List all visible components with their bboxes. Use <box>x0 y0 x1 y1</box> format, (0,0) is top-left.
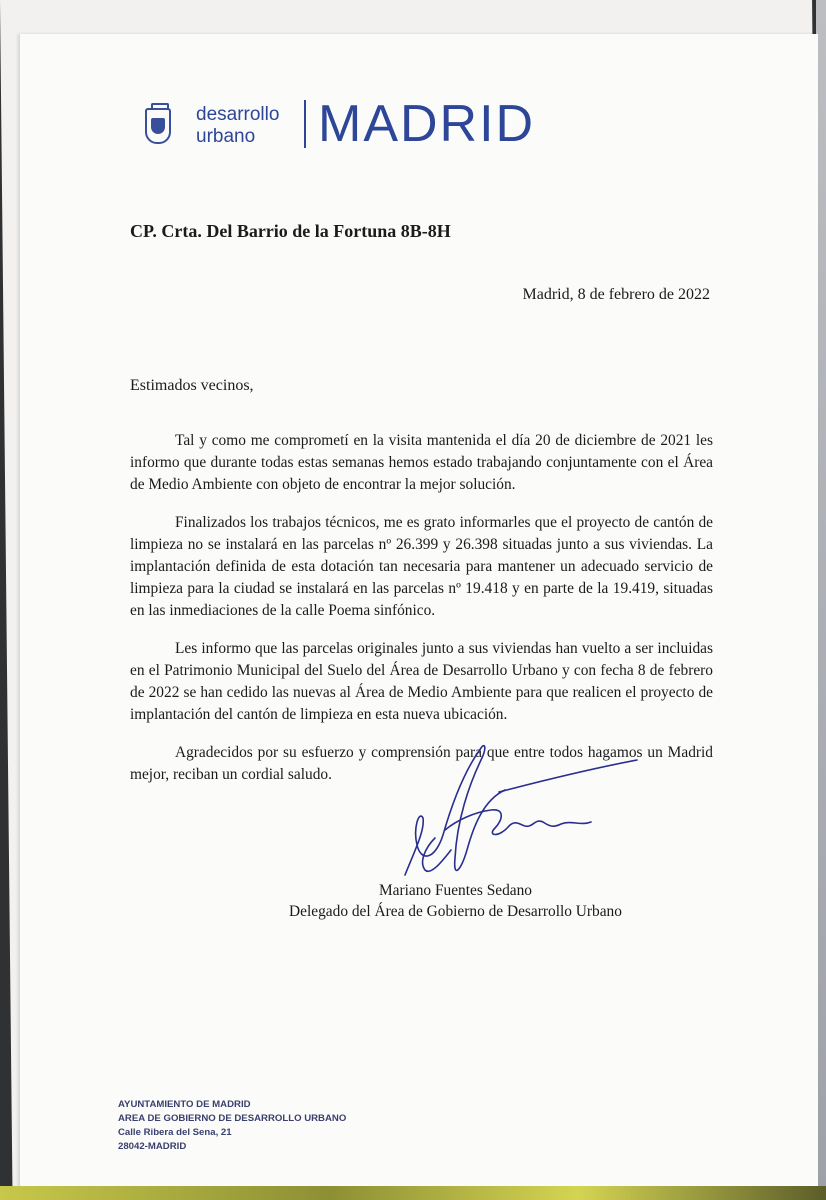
footer-line: AYUNTAMIENTO DE MADRID <box>118 1099 251 1110</box>
body-paragraph: Les informo que las parcelas originales junto a sus viviendas han vuelto a ser incluidas en el Patrimonio Municipal del Suelo del Área de Desarrollo Urbano y con fecha 8 de febrero de 2022 se han cedido las nuevas al Área de Medio Ambiente para que realicen el proyecto de implantación del cantón de limpieza en esta nueva ubicación. <box>130 640 713 723</box>
body-paragraph: Finalizados los trabajos técnicos, me es grato informarles que el proyecto de cantón de limpieza no se instalará en las parcelas nº 26.399 y 26.398 situadas junto a sus viviendas. La implantación definida de esta dotación tan necesaria para mantener un adecuado servicio de limpieza para la ciudad se instalará en las parcelas nº 19.418 y en parte de la 19.419, situadas en las inmediaciones de la calle Poema sinfónico. <box>130 514 713 619</box>
footer-line: 28042-MADRID <box>118 1141 187 1152</box>
letter-date: Madrid, 8 de febrero de 2022 <box>522 286 710 303</box>
letterhead-city: MADRID <box>318 95 536 153</box>
signer-name: Mariano Fuentes Sedano <box>378 882 533 899</box>
footer-line: Calle Ribera del Sena, 21 <box>118 1127 232 1138</box>
handwritten-signature <box>395 740 695 900</box>
letterhead-department <box>196 104 306 148</box>
body-paragraph: Agradecidos por su esfuerzo y comprensión para que entre todos hagamos un Madrid mejor, reciban un cordial saludo. <box>130 744 713 783</box>
body-paragraph: Tal y como me comprometí en la visita mantenida el día 20 de diciembre de 2021 les informo que durante todas estas semanas hemos estado trabajando conjuntamente con el Área de Medio Ambiente con objeto de encontrar la mejor solución. <box>130 432 713 493</box>
letterhead-line1: desarrollo <box>196 104 280 125</box>
letterhead-line2: urbano <box>196 126 256 147</box>
signer-title: Delegado del Área de Gobierno de Desarrollo Urbano <box>289 903 622 920</box>
madrid-shield-icon <box>145 108 171 144</box>
greeting: Estimados vecinos, <box>130 377 254 394</box>
signer-block <box>268 880 643 922</box>
recipient: CP. Crta. Del Barrio de la Fortuna 8B-8H <box>130 221 451 241</box>
footer-line: AREA DE GOBIERNO DE DESARROLLO URBANO <box>118 1113 347 1124</box>
footer-address <box>118 1098 346 1154</box>
desk-surface <box>0 1186 826 1200</box>
letterhead-divider <box>304 100 306 148</box>
